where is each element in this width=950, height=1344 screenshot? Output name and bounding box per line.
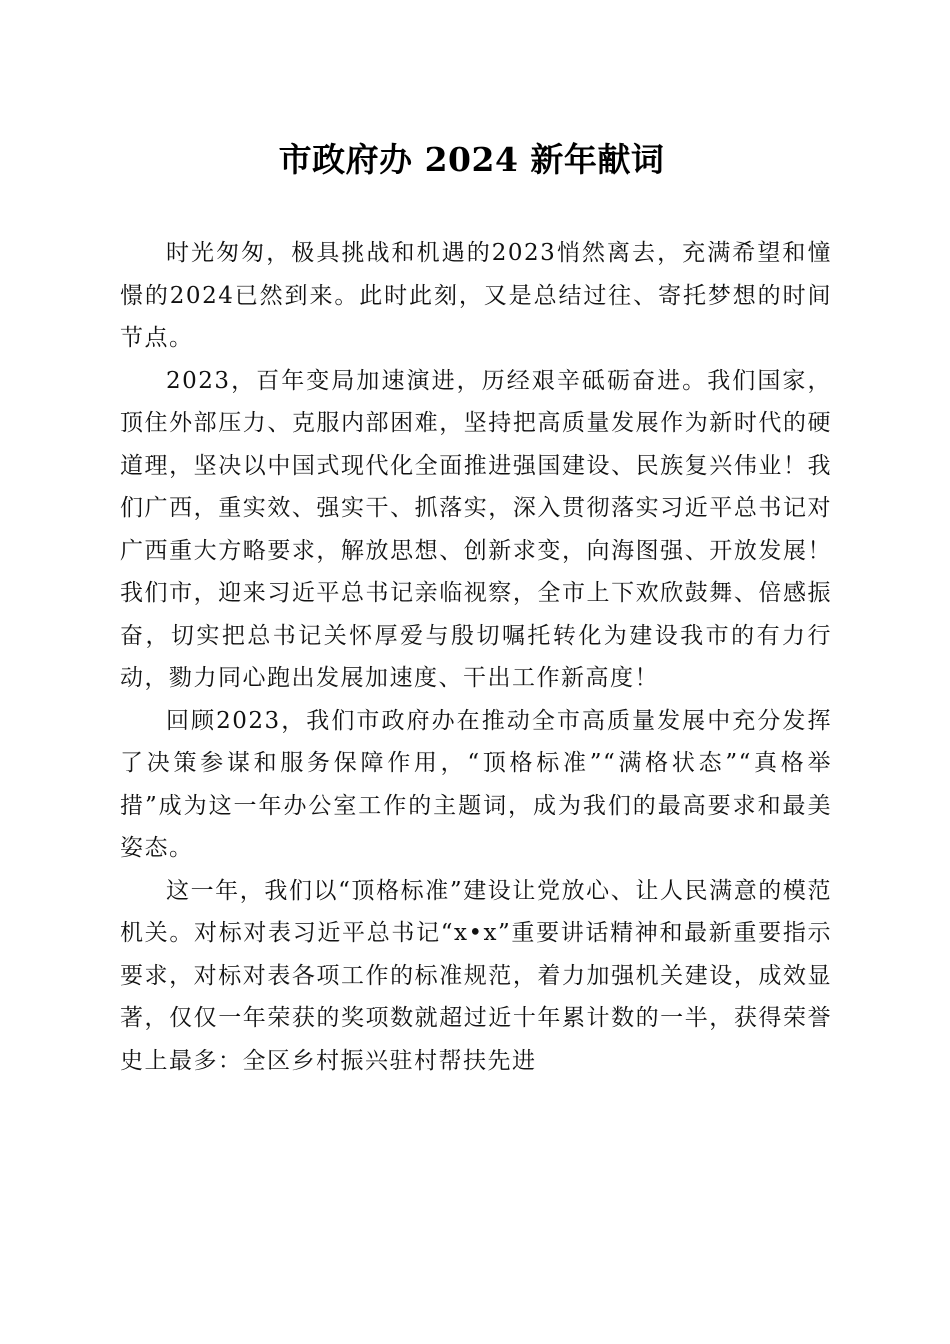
page-title: 市政府办 2024 新年献词	[278, 140, 665, 179]
paragraph-office-review: 回顾2023，我们市政府办在推动全市高质量发展中充分发挥了决策参谋和服务保障作用，“顶格标准”“满格状态”“真格举措”成为这一年办公室工作的主题词，成为我们的最高要求和最美姿态。	[120, 707, 832, 861]
paragraph-2023-review: 2023，百年变局加速演进，历经艰辛砥砺奋进。我们国家，顶住外部压力、克服内部困难，坚持把高质量发展作为新时代的硬道理，坚决以中国式现代化全面推进强国建设、民族复兴伟业！我们广西，重实效、强实干、抓落实，深入贯彻落实习近平总书记对广西重大方略要求，解放思想、创新求变，向海图强、开放发展！我们市，迎来习近平总书记亲临视察，全市上下欢欣鼓舞、倍感振奋，切实把总书记关怀厚爱与殷切嘱托转化为建设我市的有力行动，勠力同心跑出发展加速度、干出工作新高度！	[120, 367, 832, 691]
document-body	[120, 232, 832, 1082]
paragraph-top-standard: 这一年，我们以“顶格标准”建设让党放心、让人民满意的模范机关。对标对表习近平总书记“x•x”重要讲话精神和最新重要指示要求，对标对表各项工作的标准规范，着力加强机关建设，成效显著，仅仅一年荣获的奖项数就超过近十年累计数的一半，获得荣誉史上最多：全区乡村振兴驻村帮扶先进	[120, 877, 832, 1074]
paragraph-intro: 时光匆匆，极具挑战和机遇的2023悄然离去，充满希望和憧憬的2024已然到来。此时此刻，又是总结过往、寄托梦想的时间节点。	[120, 240, 832, 351]
